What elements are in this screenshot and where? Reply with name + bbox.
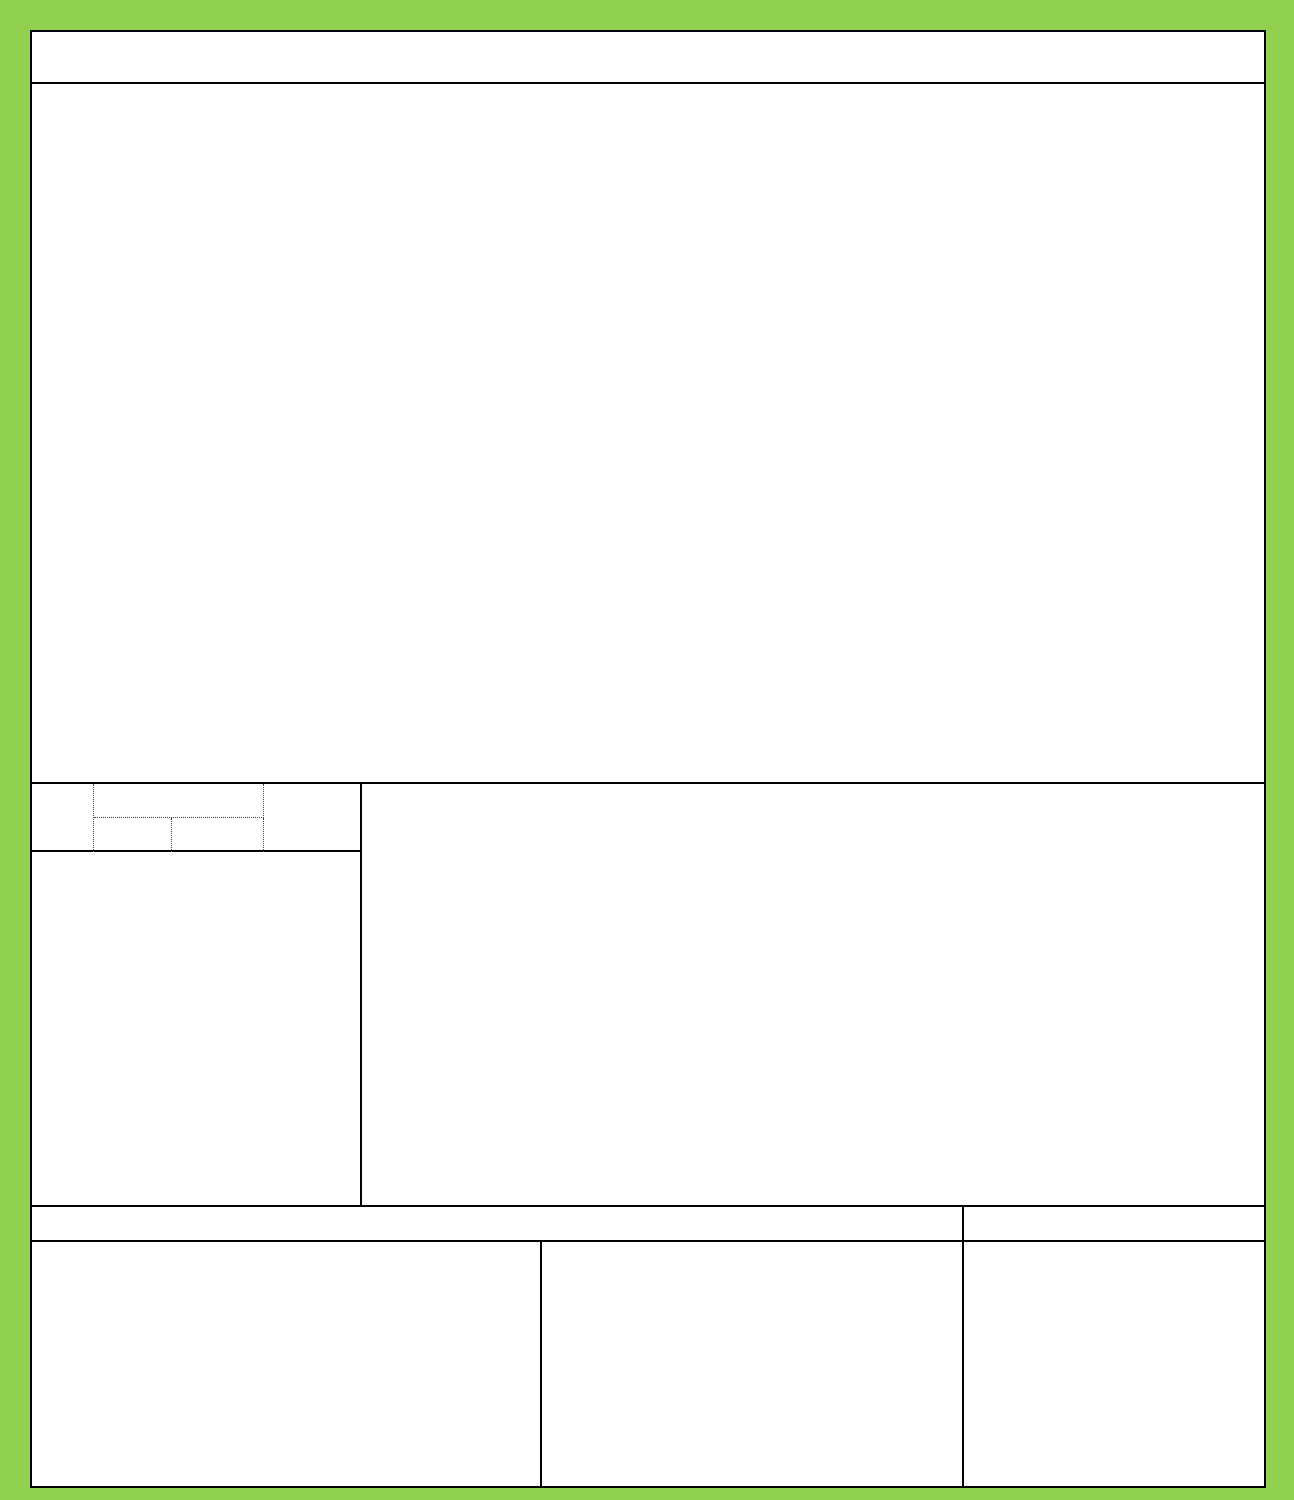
after-change-header — [172, 818, 264, 852]
draw-count-header — [94, 784, 264, 818]
note-row — [32, 1205, 1264, 1240]
note-text — [32, 1207, 964, 1240]
zodiac-numbers-right — [542, 1242, 964, 1486]
before-change-header — [94, 818, 172, 852]
limit-title — [964, 1207, 1264, 1240]
zodiac-numbers-section — [32, 1240, 1264, 1486]
zodiac-stats-header — [32, 784, 360, 852]
statistics-section — [32, 782, 1264, 1205]
page-title — [32, 32, 1264, 84]
content-panel — [30, 30, 1266, 1488]
zodiac-numbers-left — [32, 1242, 542, 1486]
zodiac-stats-table — [32, 784, 362, 1205]
limit-column — [964, 1242, 1264, 1486]
period-tables — [32, 84, 1264, 782]
zodiac-stats-body — [32, 852, 360, 1205]
recent-period-header — [264, 784, 360, 852]
zodiac-header — [32, 784, 94, 852]
frequency-table — [362, 784, 1264, 1205]
